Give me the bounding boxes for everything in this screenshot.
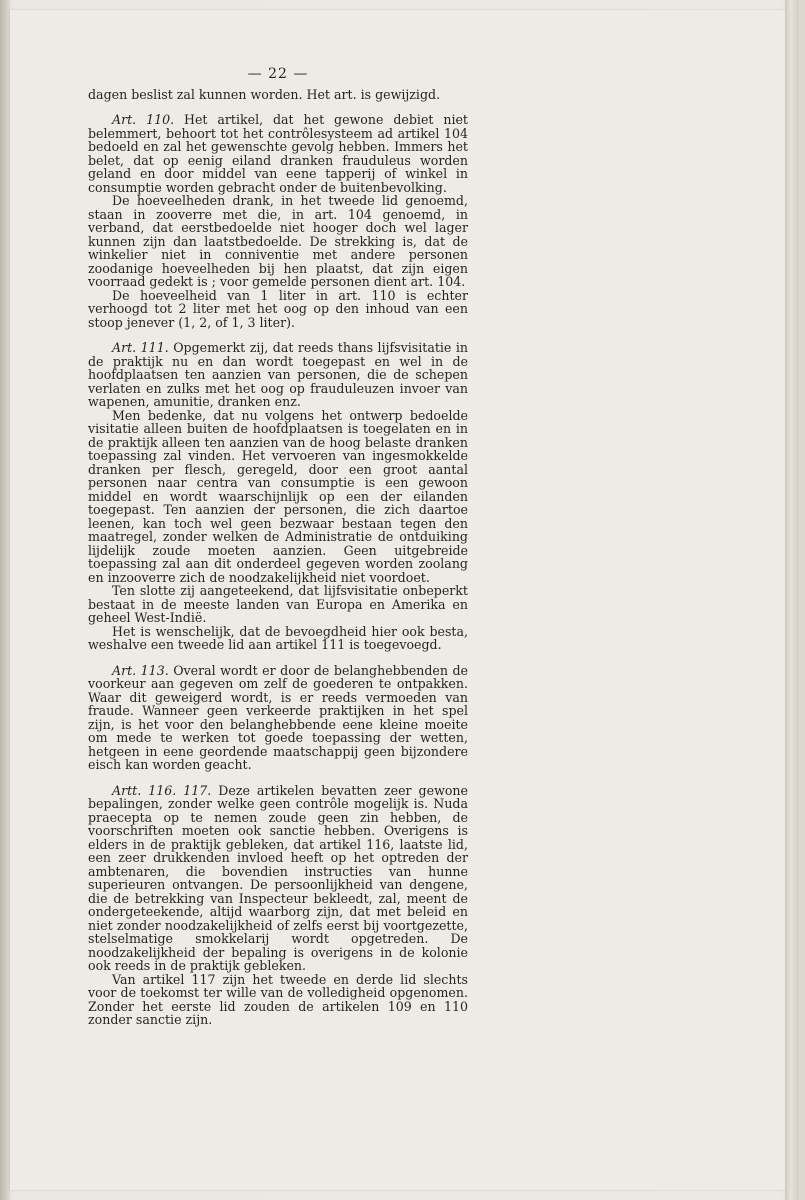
paragraph-art-111: [88, 341, 468, 409]
page-text-column: [88, 68, 468, 1027]
paragraph-text: Overal wordt er door de belanghebbenden de voorkeur aan gegeven om zelf de goederen te ontpakken. Waar dit geweigerd wordt, is er reeds vermoeden van fraude. Wanneer geen verkeerde praktijken in het spel zijn, is het voor den belanghebbende eene kleine moeite om mede te werken tot goede toepassing der wetten, hetgeen in eene geordende maatschappij geen bijzondere eisch kan worden geacht.: [88, 662, 468, 772]
paragraph: [88, 625, 468, 652]
article-label: Art. 110.: [112, 112, 175, 127]
paragraph: [88, 584, 468, 625]
paragraph: [88, 289, 468, 330]
binding-shadow: [0, 0, 10, 1200]
page-number: — 22 —: [247, 66, 309, 82]
article-label: Art. 111.: [112, 340, 169, 355]
paragraph-text: Van artikel 117 zijn het tweede en derde lid slechts voor de toekomst ter wille van de volledigheid opgenomen. Zonder het eerste lid zouden de artikelen 109 en 110 zonder sanctie zijn.: [88, 971, 468, 1027]
article-label: Artt. 116. 117.: [112, 782, 212, 798]
paragraph-text: Het artikel, dat het gewone debiet niet belemmert, behoort tot het contrôlesysteem ad artikel 104 bedoeld en zal het gewenschte gevolg hebben. Immers het belet, dat op eenig eiland dranken frauduleus worden geland en door middel van eene tapperij of winkel in consumptie worden gebracht onder de buitenbevolking.: [88, 112, 468, 195]
page-edge: [785, 0, 799, 1200]
paragraph-artt-116-117: [88, 784, 468, 973]
paragraph-art-113: [88, 664, 468, 772]
paragraph-text: dagen beslist zal kunnen worden. Het art. is gewijzigd.: [88, 86, 441, 102]
paragraph: [88, 973, 468, 1027]
paragraph-text: Ten slotte zij aangeteekend, dat lijfsvisitatie onbeperkt bestaat in de meeste landen van Europa en Amerika en geheel West-Indië.: [88, 583, 468, 625]
paragraph-text: De hoeveelheid van 1 liter in art. 110 is echter verhoogd tot 2 liter met het oog op den inhoud van een stoop jenever (1, 2, of 1, 3 liter).: [88, 287, 468, 330]
article-label: Art. 113.: [112, 662, 169, 678]
paragraph-art-110: [88, 113, 468, 194]
paragraph-text: Het is wenschelijk, dat de bevoegdheid hier ook besta, weshalve een tweede lid aan artikel 111 is toegevoegd.: [88, 623, 468, 652]
paragraph: [88, 409, 468, 585]
paragraph-text: De hoeveelheden drank, in het tweede lid genoemd, staan in zooverre met die, in art. 104 genoemd, in verband, dat eerstbedoelde niet hooger doch wel lager kunnen zijn dan laatstbedoelde. De strekking is, dat de winkelier niet in conniventie met andere personen zoodanige hoeveelheden bij hen plaatst, dat zijn eigen voorraad gedekt is ; voor gemelde personen dient art. 104.: [88, 193, 468, 289]
paragraph-text: Men bedenke, dat nu volgens het ontwerp bedoelde visitatie alleen buiten de hoofdplaatsen is toegelaten en in de praktijk alleen ten aanzien van de hoog belaste dranken toepassing zal vinden. Het vervoeren van ingesmokkelde dranken per flesch, geregeld, door een groot aantal personen naar centra van consumptie is een gewoon middel en wordt waarschijnlijk op een der eilanden toegepast. Ten aanzien der personen, die zich daartoe leenen, kan toch wel geen bezwaar bestaan tegen den maatregel, zonder welken de Administratie de ontduiking lijdelijk zoude moeten aanzien. Geen uitgebreide toepassing zal aan dit onderdeel gegeven worden zoolang en inzooverre zich de noodzakelijkheid niet voordoet.: [88, 407, 468, 585]
paragraph-text: Deze artikelen bevatten zeer gewone bepalingen, zonder welke geen contrôle mogelijk is. Nuda praecepta op te nemen zoude geen zin hebben, de voorschriften moeten ook sanctie hebben. Overigens is elders in de praktijk gebleken, dat artikel 116, laatste lid, een zeer drukkenden invloed heeft op het optreden der ambtenaren, die bovendien instructies van hunne superieuren ontvangen. De persoonlijkheid van dengene, die de betrekking van Inspecteur bekleedt, zal, meent de ondergeteekende, altijd waarborg zijn, dat met beleid en niet zonder noodzakelijkheid of zelfs eerst bij voortgezette, stelselmatige smokkelarij wordt opgetreden. De noodzakelijkheid der bepaling is overigens in de kolonie ook reeds in de praktijk gebleken.: [88, 782, 468, 973]
paragraph: [88, 88, 468, 102]
paragraph-text: Opgemerkt zij, dat reeds thans lijfsvisitatie in de praktijk nu en dan wordt toegepast en wel in de hoofdplaatsen ten aanzien van personen, die de schepen verlaten en zulks met het oog op frauduleuzen invoer van wapenen, amunitie, dranken enz.: [88, 340, 468, 409]
paragraph: [88, 194, 468, 289]
